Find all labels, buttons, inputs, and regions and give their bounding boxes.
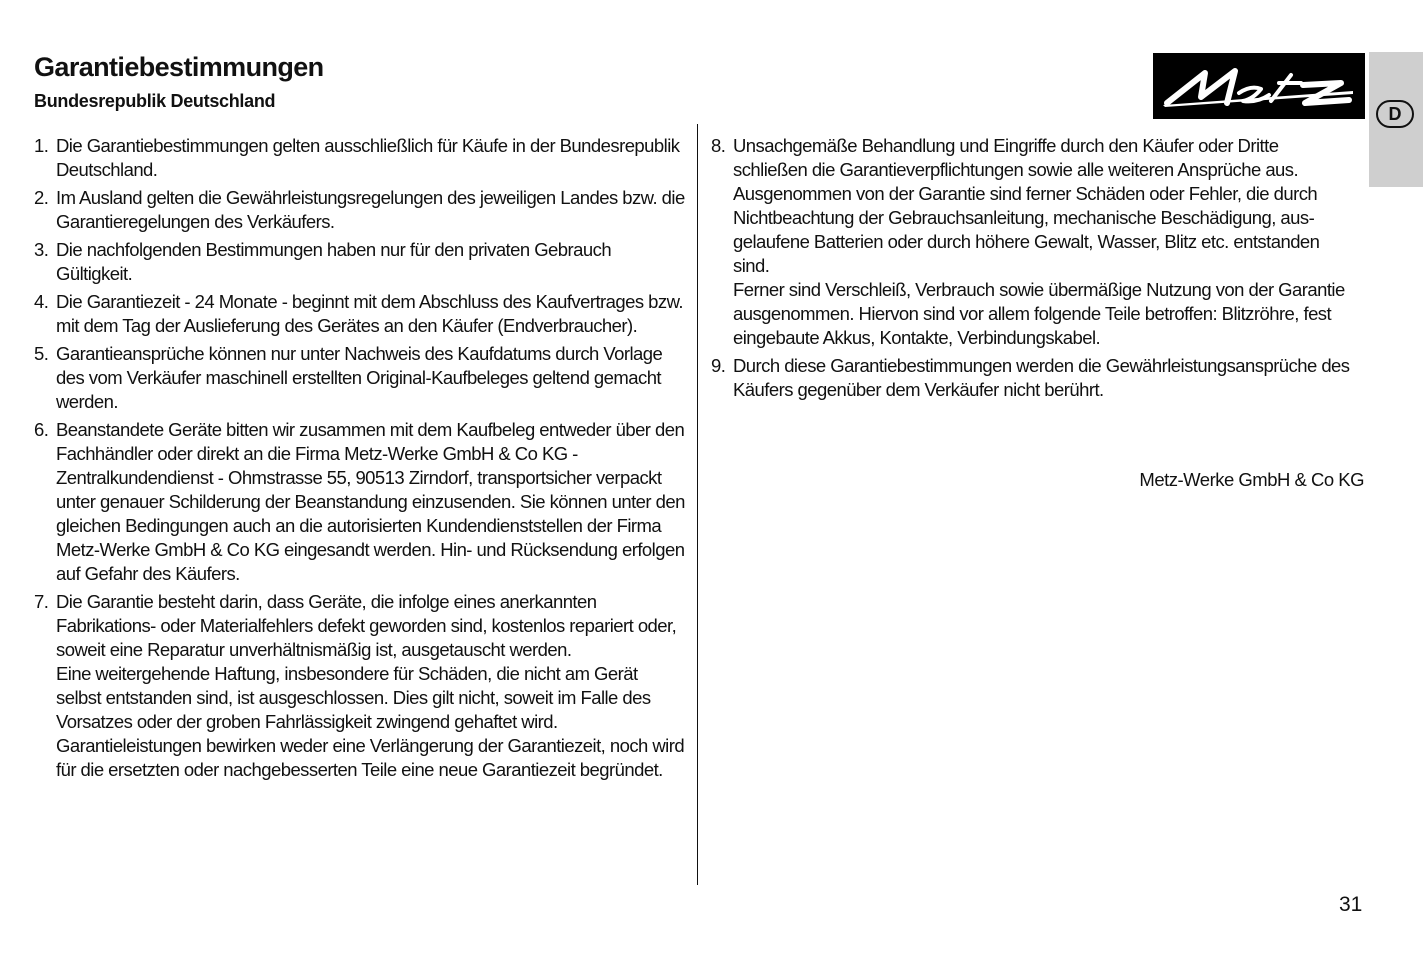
- item-number: 4.: [34, 291, 49, 312]
- page-title: Garantiebestimmungen: [34, 52, 324, 82]
- list-item: [34, 342, 686, 414]
- metz-logo: [1153, 53, 1365, 119]
- item-number: 8.: [711, 135, 726, 156]
- page-number: 31: [1339, 893, 1363, 916]
- item-text: Die Garantiezeit - 24 Monate - beginnt mit dem Abschluss des Kaufvertrages bzw. mit dem Tag der Auslieferung des Gerätes an den Käufer (Endverbraucher).: [56, 291, 683, 336]
- warranty-list-left: [34, 134, 686, 786]
- item-text: Die nachfolgenden Bestimmungen haben nur für den privaten Gebrauch Gültigkeit.: [56, 239, 612, 284]
- item-number: 6.: [34, 419, 49, 440]
- warranty-list-right: [711, 134, 1351, 406]
- list-item: [711, 134, 1351, 350]
- item-text: Durch diese Garantiebestimmungen werden die Gewährleistungsansprüche des Käufers gegenüber dem Verkäufer nicht berührt.: [733, 355, 1350, 400]
- list-item: [34, 418, 686, 586]
- page-subtitle: Bundesrepublik Deutschland: [34, 91, 276, 111]
- language-badge: D: [1376, 100, 1414, 128]
- item-text: Garantieansprüche können nur unter Nachweis des Kaufdatums durch Vorlage des vom Verkäufer maschinell erstellten Original-Kaufbeleges geltend gemacht werden.: [56, 343, 663, 412]
- item-text-continued: Ferner sind Verschleiß, Verbrauch sowie übermäßige Nutzung von der Garantie ausgenommen. Hiervon sind vor allem folgende Teile betroffen: Blitzröhre, fest eingebaute Akkus, Kontakte, Verbindungskabel.: [733, 279, 1345, 348]
- item-number: 7.: [34, 591, 49, 612]
- item-number: 1.: [34, 135, 49, 156]
- list-item: [34, 134, 686, 182]
- item-number: 3.: [34, 239, 49, 260]
- column-divider: [697, 124, 698, 885]
- item-text: Die Garantie besteht darin, dass Geräte, die infolge eines anerkannten Fabrikations- oder Materialfehlers defekt geworden sind, kostenlos repariert oder, soweit eine Reparatur unverhältnismäßig ist, ausgetauscht werden.: [56, 591, 677, 660]
- item-text-continued: Eine weitergehende Haftung, insbesondere für Schäden, die nicht am Gerät selbst entstanden sind, ist ausgeschlossen. Dies gilt nicht, soweit im Falle des Vorsatzes oder der groben Fahrlässigkeit zwingend gehaftet wird. Garantieleistungen bewirken weder eine Verlängerung der Garantiezeit, noch wird für die ersetzten oder nachgebesserten Teile eine neue Garantiezeit begründet.: [56, 663, 685, 780]
- list-item: [34, 590, 686, 782]
- list-item: [34, 186, 686, 234]
- item-text: Die Garantiebestimmungen gelten ausschließlich für Käufe in der Bundesrepublik Deutschland.: [56, 135, 680, 180]
- company-signature: Metz-Werke GmbH & Co KG: [1139, 469, 1364, 490]
- item-number: 5.: [34, 343, 49, 364]
- metz-logo-icon: [1153, 53, 1365, 119]
- item-text: Beanstandete Geräte bitten wir zusammen mit dem Kaufbeleg entweder über den Fachhändler oder direkt an die Firma Metz-Werke GmbH & Co KG - Zentralkundendienst - Ohmstrasse 55, 90513 Zirndorf, transportsicher verpackt unter genauer Schilderung der Beanstandung einzusenden. Sie können unter den gleichen Bedingungen auch an die autorisierten Kundendienststellen der Firma Metz-Werke GmbH & Co KG eingesandt werden. Hin- und Rücksendung erfolgen auf Gefahr des Käufers.: [56, 419, 685, 584]
- item-text: Im Ausland gelten die Gewährleistungsregelungen des jeweiligen Landes bzw. die Garantieregelungen des Verkäufers.: [56, 187, 685, 232]
- item-number: 9.: [711, 355, 726, 376]
- list-item: [711, 354, 1351, 402]
- list-item: [34, 290, 686, 338]
- item-text: Unsachgemäße Behandlung und Eingriffe durch den Käufer oder Dritte schließen die Garantieverpflichtungen sowie alle weiteren Ansprüche aus. Ausgenommen von der Garantie sind ferner Schäden oder Fehler, die durch Nichtbeachtung der Gebrauchsanleitung, mechanische Beschädigung, ausgelaufene Batterien oder durch höhere Gewalt, Wasser, Blitz etc. entstanden sind.: [733, 135, 1320, 276]
- language-tab: [1369, 52, 1423, 187]
- item-number: 2.: [34, 187, 49, 208]
- list-item: [34, 238, 686, 286]
